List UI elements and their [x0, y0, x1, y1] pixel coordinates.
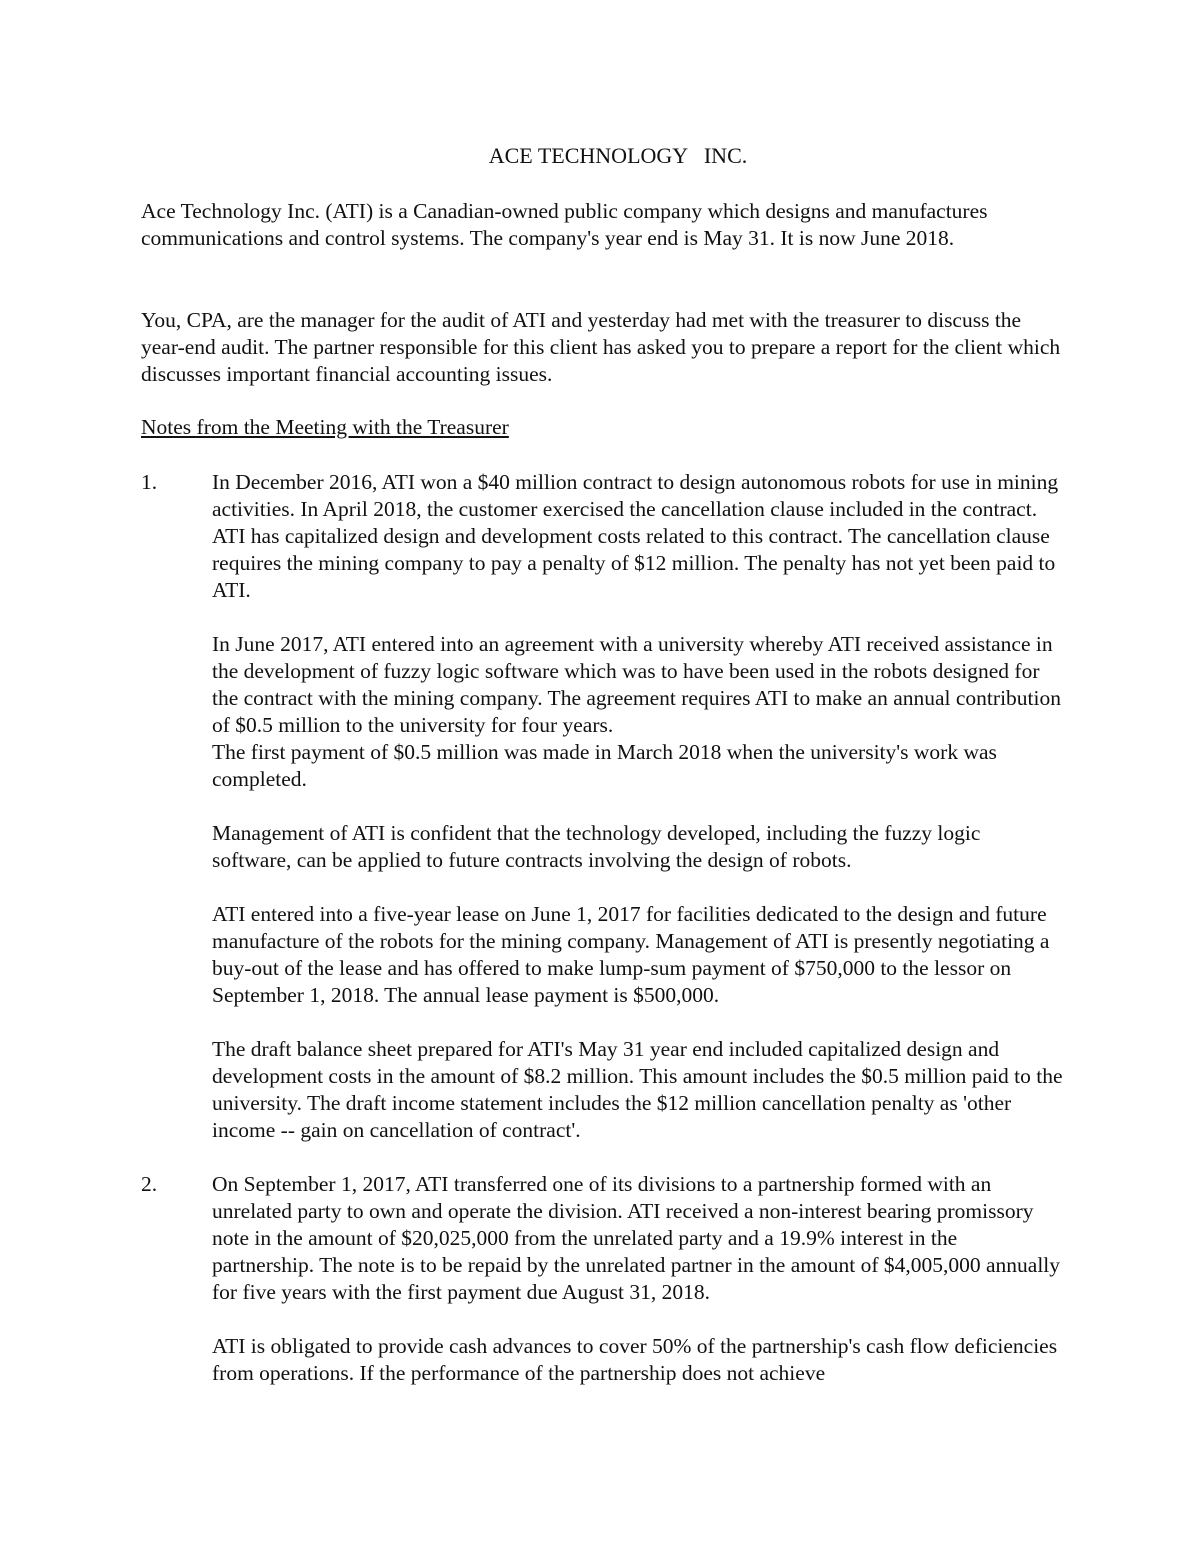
intro-paragraph-1: Ace Technology Inc. (ATI) is a Canadian-owned public company which designs and manufactures communications and control systems. The company's year end is May 31. It is now June 2018. — [141, 199, 988, 250]
item-1-paragraph-5 — [212, 1036, 1064, 1144]
item-1-paragraph-3 — [212, 820, 1064, 874]
item-paragraph: Management of ATI is confident that the technology developed, including the fuzzy logic software, can be applied to future contracts involving the design of robots. — [212, 821, 981, 872]
item-1-paragraph-1 — [212, 469, 1064, 604]
item-number: 2. — [141, 1172, 158, 1196]
item-1-paragraph-2 — [212, 631, 1064, 793]
document-title: ACE TECHNOLOGY INC. — [488, 143, 748, 168]
item-paragraph: On September 1, 2017, ATI transferred one of its divisions to a partnership formed with an unrelated party to own and operate the division. ATI received a non-interest bearing promissory note in the amount of $20,025,000 from the unrelated party and a 19.9% interest in the partnership. The note is to be repaid by the unrelated partner in the amount of $4,005,000 annually for five years with the first payment due August 31, 2018. — [212, 1172, 1061, 1304]
item-paragraph: ATI entered into a five-year lease on June 1, 2017 for facilities dedicated to the design and future manufacture of the robots for the mining company. Management of ATI is presently negotiating a buy-out of the lease and has offered to make lump-sum payment of $750,000 to the lessor on September 1, 2018. The annual lease payment is $500,000. — [212, 902, 1050, 1007]
item-number: 1. — [141, 470, 158, 494]
item-paragraph: In December 2016, ATI won a $40 million contract to design autonomous robots for use in mining activities. In April 2018, the customer exercised the cancellation clause included in the contract. ATI has capitalized design and development costs related to this contract. The cancellation clause requires the mining company to pay a penalty of $12 million. The penalty has not yet been paid to ATI. — [212, 470, 1059, 602]
section-heading: Notes from the Meeting with the Treasurer — [141, 415, 509, 439]
item-paragraph: The draft balance sheet prepared for ATI's May 31 year end included capitalized design and development costs in the amount of $8.2 million. This amount includes the $0.5 million paid to the university. The draft income statement includes the $12 million cancellation penalty as 'other income -- gain on cancellation of contract'. — [212, 1037, 1063, 1142]
intro-paragraph-2: You, CPA, are the manager for the audit of ATI and yesterday had met with the treasurer to discuss the year-end audit. The partner responsible for this client has asked you to prepare a report for the client which discusses important financial accounting issues. — [141, 308, 1061, 386]
item-1-paragraph-4 — [212, 901, 1064, 1009]
item-2-paragraph-2 — [212, 1333, 1064, 1387]
item-paragraph: ATI is obligated to provide cash advances to cover 50% of the partnership's cash flow deficiencies from operations. If the performance of the partnership does not achieve — [212, 1334, 1058, 1385]
item-paragraph: In June 2017, ATI entered into an agreement with a university whereby ATI received assistance in the development of fuzzy logic software which was to have been used in the robots designed for the contract with the mining company. The agreement requires ATI to make an annual contribution of $0.5 million to the university for four years. — [212, 632, 1061, 737]
item-2-paragraph-1 — [212, 1171, 1064, 1306]
intro-paragraph — [141, 307, 1061, 388]
item-paragraph: The first payment of $0.5 million was made in March 2018 when the university's work was completed. — [212, 740, 997, 791]
intro-paragraph — [141, 198, 1061, 252]
